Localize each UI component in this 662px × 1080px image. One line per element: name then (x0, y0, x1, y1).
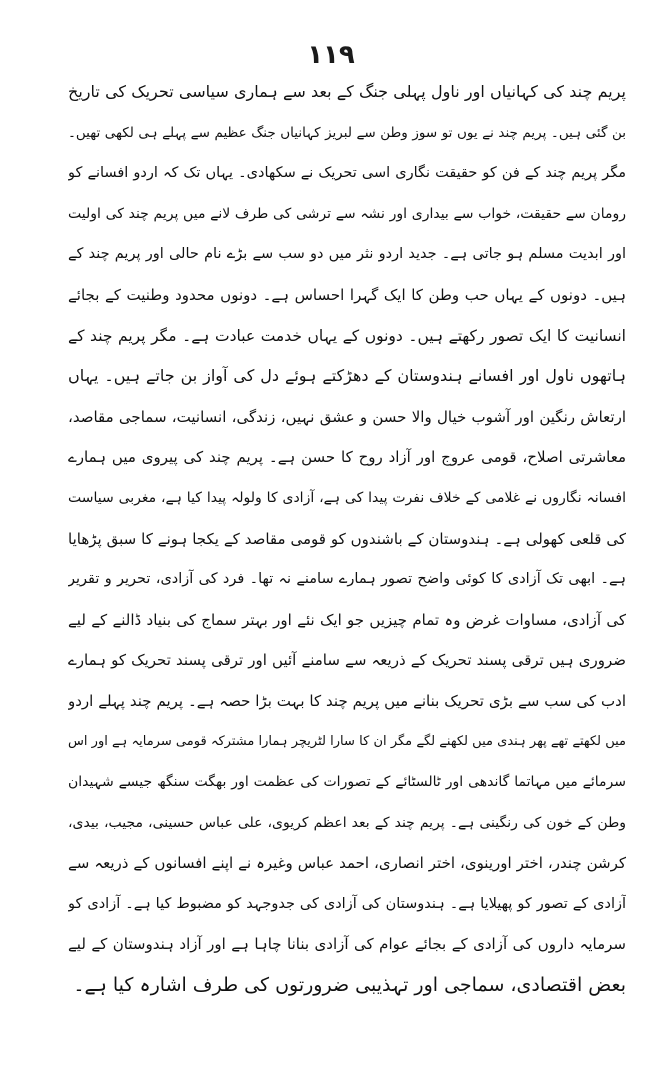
text-line: کی قلعی کھولی ہے۔ ہندوستان کے باشندوں کو قومی مقاصد کے یکجا ہونے کا سبق پڑھایا (68, 529, 626, 548)
text-line: ہاتھوں ناول اور افسانے ہندوستان کے دھڑکتے ہوئے دل کی آواز بن جاتے ہیں۔ یہاں (68, 366, 626, 386)
text-line: رومان سے حقیقت، خواب سے بیداری اور نشہ سے ترشی کی طرف لانے میں پریم چند کی اولیت (68, 205, 626, 222)
text-line: سرمایہ داروں کی آزادی کے بجائے عوام کی آزادی بنانا چاہا ہے اور آزاد ہندوستان کے لیے (68, 935, 626, 954)
text-line: افسانہ نگاروں نے غلامی کے خلاف نفرت پیدا کی ہے، آزادی کا ولولہ پیدا کیا ہے، مغربی سیاست (68, 489, 626, 506)
text-line: کی آزادی، مساوات غرض وہ تمام چیزیں جو ایک نئے اور بہتر سماج کی بنیاد ڈالنے کے لیے (68, 610, 626, 629)
text-line: کرشن چندر، اختر اورینوی، اختر انصاری، احمد عباس وغیرہ نے اپنے افسانوں کے ذریعہ سے (68, 854, 626, 873)
page-number: ۱۱۹ (307, 40, 355, 70)
body-text (68, 72, 626, 1006)
text-line: انسانیت کا ایک تصور رکھتے ہیں۔ دونوں کے یہاں خدمت عبادت ہے۔ مگر پریم چند کے (68, 326, 626, 345)
text-line: ادب کی سب سے بڑی تحریک بنانے میں پریم چند کا بہت بڑا حصہ ہے۔ پریم چند پہلے اردو (68, 691, 626, 710)
text-line: سرمائے میں مہاتما گاندھی اور ٹالسٹائے کے تصورات کی عظمت اور بھگت سنگھ جیسے شہیدان (68, 774, 626, 791)
text-line: بعض اقتصادی، سماجی اور تہذیبی ضرورتوں کی طرف اشارہ کیا ہے۔ (73, 974, 626, 997)
text-line: ہے۔ ابھی تک آزادی کا کوئی واضح تصور ہمارے سامنے نہ تھا۔ فرد کی آزادی، تحریر و تقریر (68, 571, 626, 588)
text-line: آزادی کے تصور کو پھیلایا ہے۔ ہندوستان کی آزادی کی جدوجہد کو مضبوط کیا ہے۔ آزادی کو (68, 895, 626, 912)
text-line: میں لکھتے تھے پھر ہندی میں لکھنے لگے مگر ان کا سارا لٹریچر ہمارا مشترکہ قومی سرمایہ ہے اور اس (68, 733, 626, 749)
text-line: ارتعاش رنگین اور آشوب خیال والا حسن و عشق نہیں، زندگی، انسانیت، سماجی مقاصد، (68, 407, 626, 426)
text-line: وطن کے خون کی رنگینی ہے۔ پریم چند کے بعد اعظم کریوی، علی عباس حسینی، مجیب، بیدی، (68, 814, 626, 831)
text-line: بن گئی ہیں۔ پریم چند نے یوں تو سوز وطن سے لبریز کہانیاں جنگ عظیم سے پہلے ہی لکھی تھیں۔ (68, 124, 626, 141)
text-line: اور ابدیت مسلم ہو جاتی ہے۔ جدید اردو نثر میں دو سب سے بڑے نام حالی اور پریم چند کے (68, 246, 626, 263)
text-line: معاشرتی اصلاح، قومی عروج اور آزاد روح کا حسن ہے۔ پریم چند کی پیروی میں ہمارے (68, 448, 626, 467)
text-line: ضروری ہیں ترقی پسند تحریک کے ذریعہ سے سامنے آئیں اور ترقی پسند تحریک کو ہمارے (68, 651, 626, 670)
text-line: مگر پریم چند کے فن کو حقیقت نگاری اسی تحریک نے سکھادی۔ یہاں تک کہ اردو افسانے کو (68, 165, 626, 182)
text-line: ہیں۔ دونوں کے یہاں حب وطن کا ایک گہرا احساس ہے۔ دونوں محدود وطنیت کے بجائے (68, 285, 626, 304)
text-line: پریم چند کی کہانیاں اور ناول پہلی جنگ کے بعد سے ہماری سیاسی تحریک کی تاریخ (68, 82, 626, 101)
